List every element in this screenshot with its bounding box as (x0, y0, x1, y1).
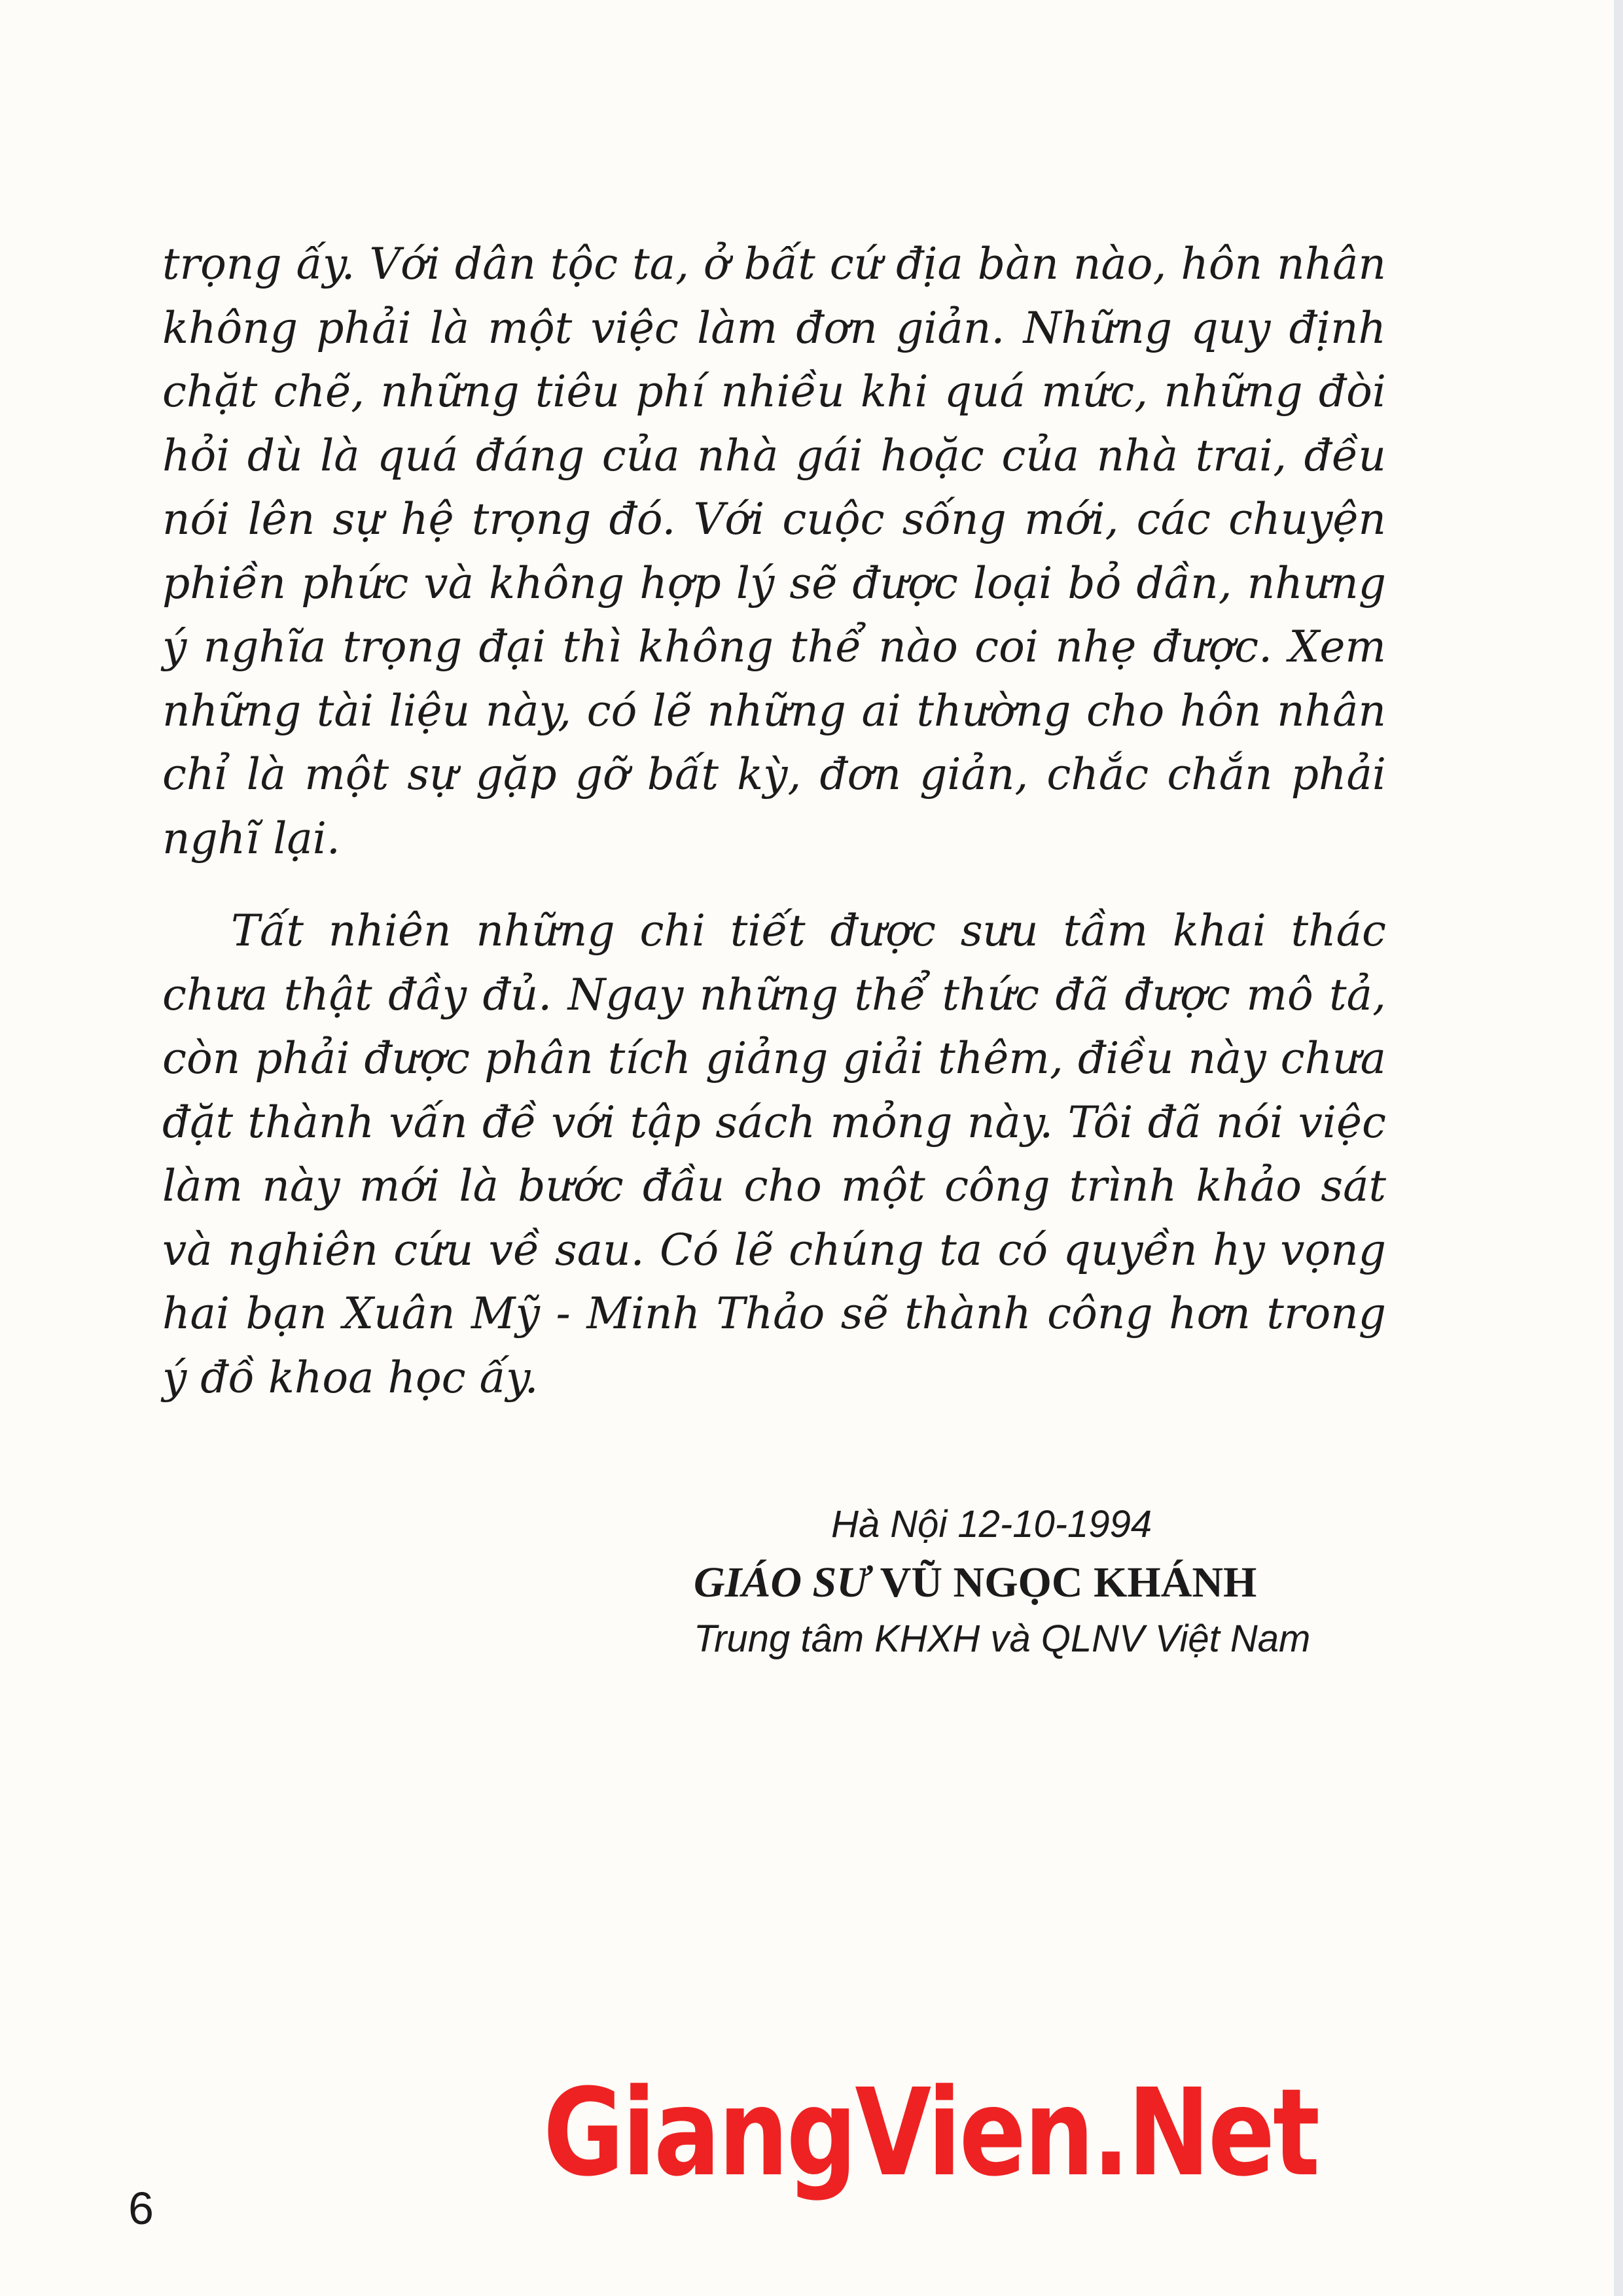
signature-block (694, 1498, 1348, 1666)
paragraph-1: trọng ấy. Với dân tộc ta, ở bất cứ địa bàn nào, hôn nhân không phải là một việc làm đơn giản. Những quy định chặt chẽ, những tiêu phí nhiều khi quá mức, những đòi hỏi dù là quá đáng của nhà gái hoặc của nhà trai, đều nói lên sự hệ trọng đó. Với cuộc sống mới, các chuyện phiền phức và không hợp lý sẽ được loại bỏ dần, nhưng ý nghĩa trọng đại thì không thể nào coi nhẹ được. Xem những tài liệu này, có lẽ những ai thường cho hôn nhân chỉ là một sự gặp gỡ bất kỳ, đơn giản, chắc chắn phải nghĩ lại. (162, 239, 1386, 864)
signature-title: GIÁO SƯ (694, 1559, 870, 1606)
signature-organization: Trung tâm KHXH và QLNV Việt Nam (694, 1617, 1311, 1660)
signature-date: Hà Nội 12-10-1994 (831, 1503, 1152, 1545)
paragraph-2: Tất nhiên những chi tiết được sưu tầm khai thác chưa thật đầy đủ. Ngay những thể thức đã được mô tả, còn phải được phân tích giảng giải thêm, điều này chưa đặt thành vấn đề với tập sách mỏng này. Tôi đã nói việc làm này mới là bước đầu cho một công trình khảo sát và nghiên cứu về sau. Có lẽ chúng ta có quyền hy vọng hai bạn Xuân Mỹ - Minh Thảo sẽ thành công hơn trong ý đồ khoa học ấy. (162, 906, 1386, 1403)
signature-name: VŨ NGỌC KHÁNH (880, 1559, 1257, 1606)
body-text (162, 232, 1386, 1409)
signature-author (694, 1555, 1348, 1611)
watermark-logo: GiangVien.Net (543, 2063, 1318, 2203)
page-number: 6 (128, 2183, 154, 2234)
